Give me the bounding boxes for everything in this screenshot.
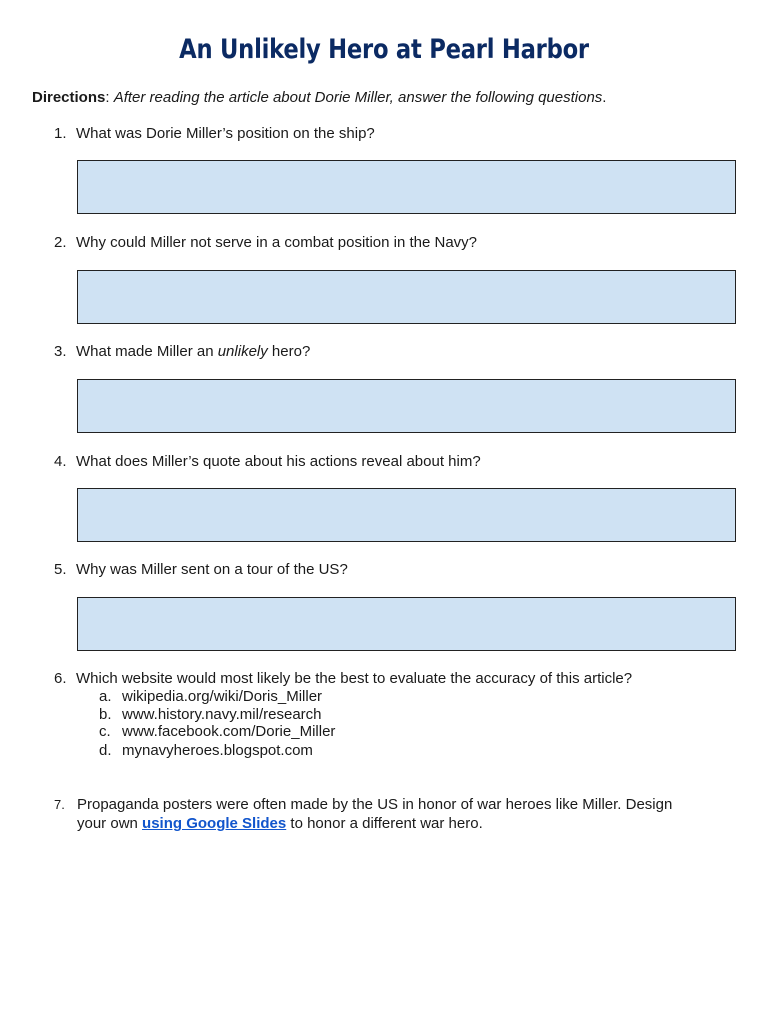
question-text: What does Miller’s quote about his actions reveal about him? bbox=[76, 453, 481, 470]
option-text: www.history.navy.mil/research bbox=[122, 706, 322, 723]
question-4 bbox=[54, 453, 481, 471]
option-letter: c. bbox=[99, 723, 111, 740]
option-d bbox=[99, 742, 313, 760]
option-c bbox=[99, 723, 335, 741]
question-number: 4. bbox=[54, 453, 67, 470]
question-1 bbox=[54, 125, 375, 143]
question-text-before-link: your own bbox=[77, 815, 143, 832]
option-text: wikipedia.org/wiki/Doris_Miller bbox=[122, 688, 323, 705]
answer-box-4[interactable] bbox=[77, 488, 736, 542]
question-5 bbox=[54, 561, 348, 579]
option-text: www.facebook.com/Dorie_Miller bbox=[122, 723, 336, 740]
question-number: 1. bbox=[54, 125, 67, 142]
question-text: Which website would most likely be the best to evaluate the accuracy of this article? bbox=[76, 670, 633, 687]
directions-label: Directions bbox=[32, 89, 106, 106]
directions bbox=[32, 89, 606, 107]
directions-colon: : bbox=[105, 89, 110, 106]
question-text-line-2 bbox=[77, 814, 483, 833]
answer-box-5[interactable] bbox=[77, 597, 736, 651]
question-6 bbox=[54, 670, 632, 688]
option-text: mynavyheroes.blogspot.com bbox=[122, 742, 313, 759]
google-slides-link[interactable]: using Google Slides bbox=[142, 815, 287, 832]
answer-box-2[interactable] bbox=[77, 270, 736, 324]
page-title: An Unlikely Hero at Pearl Harbor bbox=[179, 34, 589, 65]
option-letter: d. bbox=[99, 742, 112, 759]
question-text-after-link: to honor a different war hero. bbox=[286, 815, 483, 832]
question-number: 6. bbox=[54, 670, 67, 687]
option-b bbox=[99, 706, 322, 724]
question-text: Why could Miller not serve in a combat position in the Navy? bbox=[76, 234, 478, 251]
question-text-line-1: Propaganda posters were often made by the US in honor of war heroes like Miller. Design bbox=[77, 796, 673, 813]
directions-text: After reading the article about Dorie Miller, answer the following questions bbox=[113, 89, 603, 106]
question-number: 2. bbox=[54, 234, 67, 251]
question-text-after: hero? bbox=[267, 343, 311, 360]
directions-period: . bbox=[602, 89, 607, 106]
answer-box-3[interactable] bbox=[77, 379, 736, 433]
question-number: 5. bbox=[54, 561, 67, 578]
question-text-before: What made Miller an bbox=[76, 343, 218, 360]
question-number: 7. bbox=[54, 797, 65, 812]
question-2 bbox=[54, 234, 477, 252]
option-letter: b. bbox=[99, 706, 112, 723]
question-text-emphasis: unlikely bbox=[217, 343, 268, 360]
question-text: What was Dorie Miller’s position on the ship? bbox=[76, 125, 375, 142]
question-number: 3. bbox=[54, 343, 67, 360]
question-text: Why was Miller sent on a tour of the US? bbox=[76, 561, 348, 578]
option-letter: a. bbox=[99, 688, 112, 705]
option-a bbox=[99, 688, 322, 706]
answer-box-1[interactable] bbox=[77, 160, 736, 214]
question-3 bbox=[54, 343, 310, 361]
